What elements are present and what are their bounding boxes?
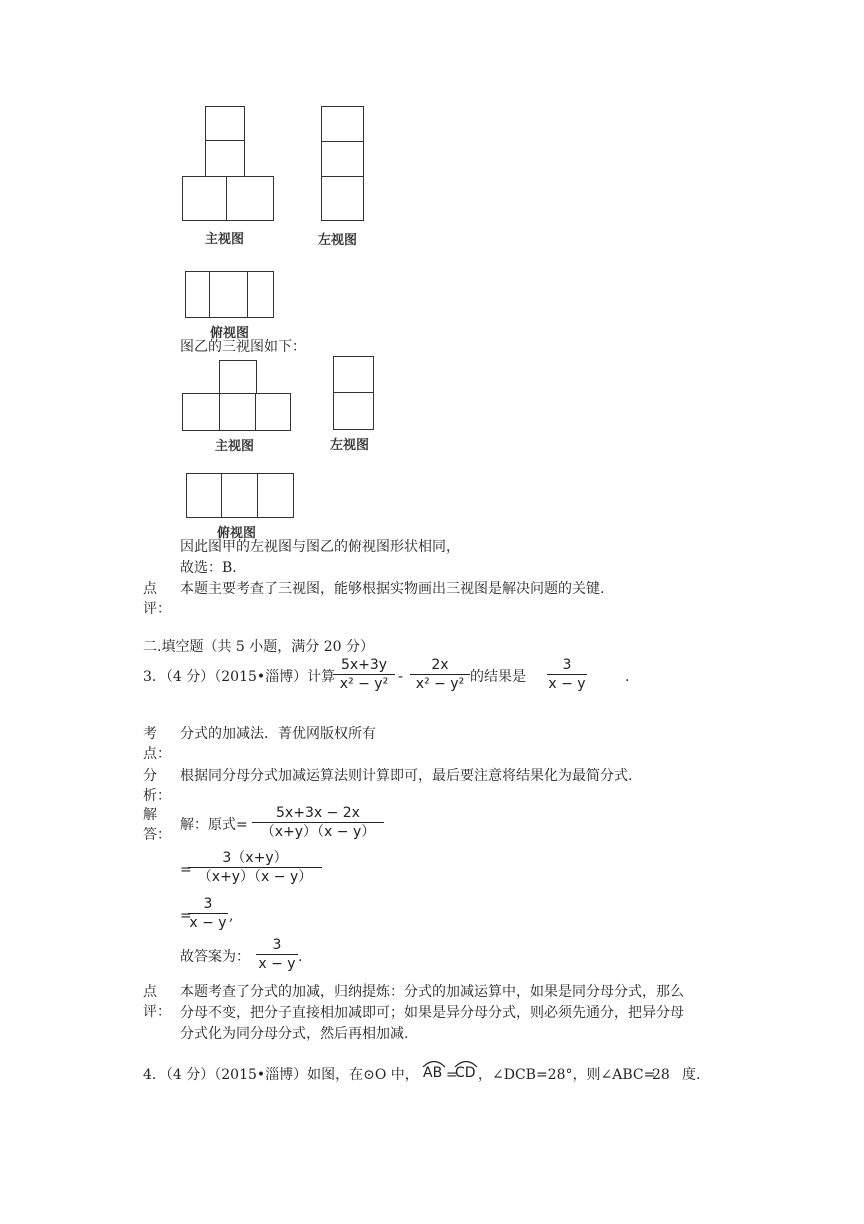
- top-view-cell-2: [209, 271, 249, 318]
- q4-text-b: ，∠DCB=28°，则∠ABC=: [478, 1067, 656, 1083]
- q3-final-suffix: .: [298, 949, 303, 965]
- front-view-middle-square: [205, 140, 245, 178]
- front-view-top-square: [205, 106, 245, 142]
- q3-step2-numerator: 3（x+y）: [222, 850, 288, 866]
- q3-fraction-2: [410, 656, 470, 693]
- q3-minus: -: [398, 669, 404, 685]
- q3-comment-line-2: 分母不变，把分子直接相加减即可；如果是异分母分式，则必须先通分，把异分母: [180, 1005, 684, 1021]
- q4-answer: 28: [652, 1067, 670, 1083]
- q3-step3-fraction: [188, 895, 228, 932]
- top-view-label: 俯视图: [210, 326, 250, 341]
- q3-answer-fraction: [547, 656, 587, 693]
- front-view2-label: 主视图: [215, 439, 255, 454]
- front-view2-left-square: [182, 393, 221, 431]
- top-view2-label: 俯视图: [217, 526, 257, 541]
- q3-step3-prefix: =: [180, 908, 192, 924]
- front-view-bottom-right-square: [226, 176, 274, 221]
- q4-arc-cd: CD: [453, 1058, 479, 1086]
- q3-answer-numerator: 3: [562, 657, 572, 673]
- q3-kaodian: 分式的加减法．菁优网版权所有: [180, 726, 376, 742]
- q3-fenxi: 根据同分母分式加减运算法则计算即可，最后要注意将结果化为最简分式.: [180, 768, 633, 784]
- q4-arc-ab: AB: [421, 1058, 447, 1086]
- left-view-square-3: [321, 176, 364, 221]
- top-view2-cell-3: [257, 473, 294, 518]
- left-view-square-2: [321, 141, 364, 178]
- q3-fraction-1-numerator: 5x+3y: [340, 657, 388, 673]
- q2-answer: 故选：B.: [180, 560, 237, 576]
- q3-comment-line-3: 分式化为同分母分式，然后再相加减.: [180, 1026, 409, 1042]
- q3-jieda-tag: 解答：: [143, 807, 171, 843]
- section-2-heading: 二.填空题（共 5 小题，满分 20 分）: [143, 639, 374, 655]
- q3-step1-numerator: 5x+3x − 2x: [276, 805, 360, 821]
- q3-prefix: 3．（4 分）（2015•淄博）计算: [143, 669, 336, 685]
- q3-comment-line-1: 本题考查了分式的加减，归纳提炼：分式的加减运算中，如果是同分母分式，那么: [180, 984, 684, 1000]
- q2-comment-tag: 点评：: [143, 581, 171, 617]
- q2-comment: 本题主要考查了三视图，能够根据实物画出三视图是解决问题的关键.: [180, 581, 605, 597]
- q3-suffix: 的结果是: [470, 669, 526, 685]
- front-view-bottom-left-square: [182, 176, 228, 221]
- q3-step1-denominator: （x+y）（x − y）: [260, 824, 376, 840]
- left-view-square-1: [321, 106, 364, 143]
- q3-final-denominator: x − y: [258, 956, 296, 972]
- q3-step2-prefix: =: [180, 862, 192, 878]
- q2-conclusion: 因此图甲的左视图与图乙的俯视图形状相同，: [180, 539, 460, 555]
- q3-step3-numerator: 3: [203, 896, 213, 912]
- left-view2-bottom-square: [333, 392, 374, 430]
- top-view2-cell-2: [221, 473, 259, 518]
- q3-final-fraction: [256, 936, 298, 973]
- q3-answer-denominator: x − y: [548, 676, 586, 692]
- q3-comment-tag: 点评：: [143, 984, 171, 1020]
- front-view2-middle-square: [219, 393, 257, 431]
- q3-step1-fraction: [252, 804, 384, 841]
- top-view2-cell-1: [186, 473, 223, 518]
- q3-step2-denominator: （x+y）（x − y）: [197, 869, 313, 885]
- q3-final-numerator: 3: [272, 937, 282, 953]
- q3-step3-denominator: x − y: [189, 915, 227, 931]
- q3-period: .: [625, 669, 630, 685]
- q4-equals: =: [446, 1067, 458, 1083]
- q4-text-c: 度.: [682, 1067, 701, 1083]
- top-view-cell-1: [185, 271, 211, 318]
- q3-step1-prefix: 解：原式=: [180, 817, 248, 833]
- line-yi-intro: 图乙的三视图如下：: [180, 339, 306, 355]
- q3-step2-fraction: [188, 849, 322, 886]
- q3-step3-suffix: ,: [229, 908, 234, 924]
- front-view2-right-square: [255, 393, 291, 431]
- left-view-label: 左视图: [318, 233, 358, 248]
- q3-fenxi-tag: 分析：: [143, 768, 171, 804]
- left-view2-label: 左视图: [330, 438, 370, 453]
- q3-kaodian-tag: 考点：: [143, 726, 171, 762]
- q3-fraction-1: [333, 656, 395, 693]
- left-view2-top-square: [333, 356, 374, 394]
- front-view-label: 主视图: [205, 232, 245, 247]
- q4-text-a: 4．（4 分）（2015•淄博）如图，在⊙O 中，: [143, 1067, 419, 1083]
- q3-fraction-2-numerator: 2x: [431, 657, 449, 673]
- front-view2-top-square: [219, 360, 257, 396]
- q3-fraction-1-denominator: x² − y²: [339, 676, 389, 692]
- top-view-cell-3: [247, 271, 274, 318]
- q3-final-prefix: 故答案为：: [180, 949, 250, 965]
- q3-fraction-2-denominator: x² − y²: [415, 676, 465, 692]
